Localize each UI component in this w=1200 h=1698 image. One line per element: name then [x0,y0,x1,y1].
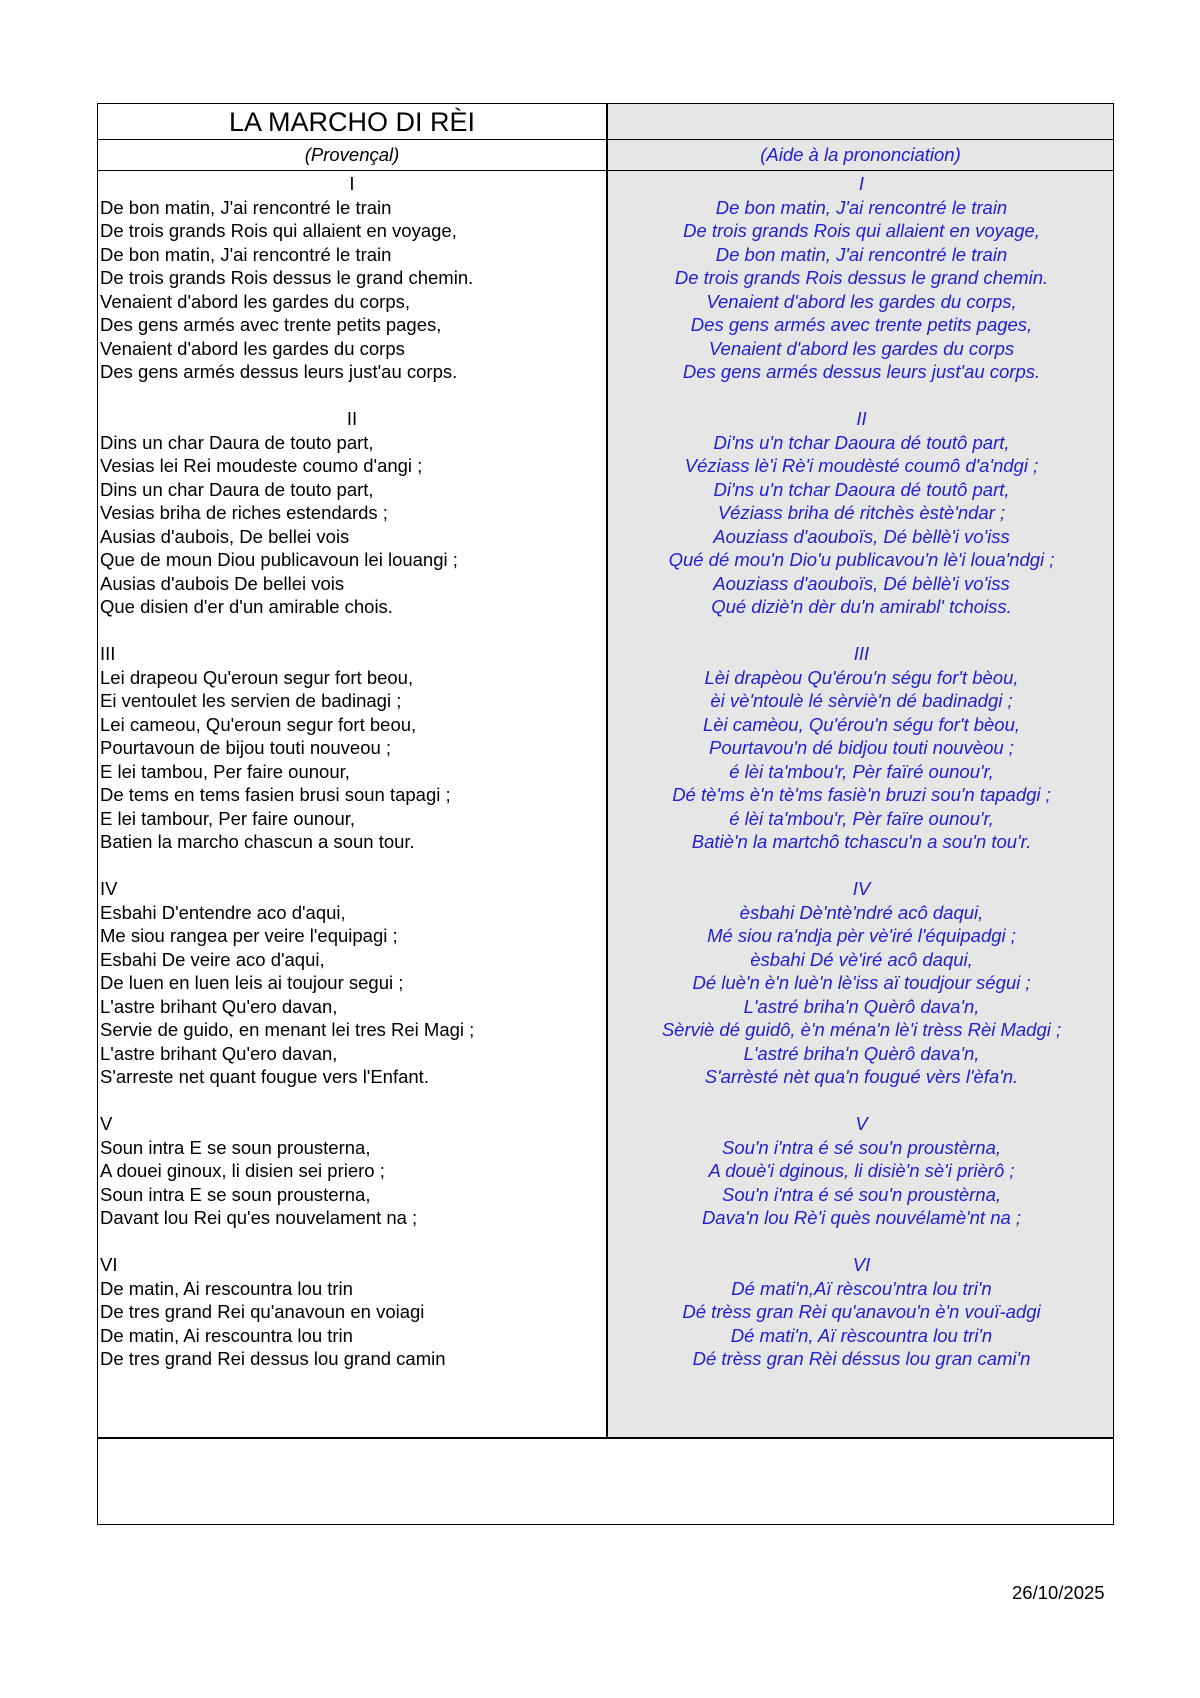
lyric-line: E lei tambou, Per faire ounour, [100,760,350,782]
lyric-line: Dé trèss gran Rèi déssus lou gran cami'n [692,1348,1031,1369]
stanza [100,1253,604,1371]
lyric-line: Mé siou ra'ndja pèr vè'iré l'équipadgi ; [707,925,1016,946]
lyric-line: Qué diziè'n dèr du'n amirabl' tchoiss. [711,596,1012,617]
lyric-line: S'arrèsté nèt qua'n fougué vèrs l'èfa'n. [704,1066,1019,1087]
stanza-number: IV [100,878,118,899]
lyric-line: De bon matin, J'ai rencontré le train [715,196,1008,218]
lyric-line: Des gens armés dessus leurs just'au corps. [682,361,1041,382]
lyric-line: Dé mati'n, Aï rèscountra lou tri'n [730,1324,993,1346]
lyric-line: L'astré briha'n Quèrô dava'n, [743,995,980,1017]
lyric-line: èsbahi Dè'ntè'ndré acô daqui, [739,901,984,923]
stanza-number: VI [100,1254,118,1275]
pronunciation-header: (Aide à la prononciation) [760,144,961,165]
lyric-line: Pourtavoun de bijou touti nouveou ; [100,737,392,758]
stanza [610,642,1113,854]
lyric-line: S'arreste net quant fougue vers l'Enfant. [100,1066,429,1087]
lyric-line: Dé trèss gran Rèi qu'anavou'n è'n vouï-adgi [682,1301,1041,1322]
stanza-number: V [855,1113,868,1134]
lyric-line: Des gens armés avec trente petits pages, [690,314,1033,335]
stanza [100,407,604,619]
lyric-line: Lei cameou, Qu'eroun segur fort beou, [100,713,417,735]
song-title: LA MARCHO DI RÈI [228,107,476,137]
lyric-line: Soun intra E se soun prousterna, [100,1136,371,1158]
lyric-line: L'astre brihant Qu'ero davan, [100,995,338,1017]
lyric-line: Venaient d'abord les gardes du corps, [100,290,411,312]
stanza [610,877,1113,1089]
lyric-line: E lei tambour, Per faire ounour, [100,807,356,829]
lyric-line: Vesias lei Rei moudeste coumo d'angi ; [100,455,423,476]
lyric-line: Lèi drapèou Qu'érou'n ségu for't bèou, [704,666,1019,688]
lyric-line: De tres grand Rei qu'anavoun en voiagi [100,1301,425,1322]
lyric-line: Ei ventoulet les servien de badinagi ; [100,690,402,711]
lyric-line: èsbahi Dé vè'iré acô daqui, [750,948,973,970]
lyric-line: De matin, Ai rescountra lou trin [100,1277,353,1299]
stanza [610,1253,1113,1371]
lyric-line: Lèi camèou, Qu'érou'n ségu for't bèou, [702,713,1021,735]
lyric-line: Vesias briha de riches estendards ; [100,502,388,523]
lyric-line: Dé luè'n è'n luè'n lè'iss aï toudjour ségui ; [692,972,1031,993]
lyric-line: Esbahi De veire aco d'aqui, [100,948,325,970]
lyric-line: Aouziass d'aouboïs, Dé bèllè'i vo'iss [713,525,1010,547]
lyric-line: èi vè'ntoulè lé sèrviè'n dé badinadgi ; [710,690,1013,711]
lyric-line: De luen en luen leis ai toujour segui ; [100,972,404,993]
lyric-line: Qué dé mou'n Dio'u publicavou'n lè'i loua'ndgi ; [668,549,1055,570]
lyric-line: De trois grands Rois dessus le grand chemin. [100,267,474,288]
lyric-line: Venaient d'abord les gardes du corps [100,337,405,359]
stanza-number: V [100,1113,113,1134]
lyric-line: Dé tè'ms è'n tè'ms fasiè'n bruzi sou'n tapadgi ; [672,784,1051,805]
lyric-line: De tres grand Rei dessus lou grand camin [100,1348,446,1369]
stanza [100,877,604,1089]
lyric-line: Des gens armés avec trente petits pages, [100,314,442,335]
stanza-number: III [100,643,116,664]
stanza [610,1112,1113,1230]
lyric-line: Pourtavou'n dé bidjou touti nouvèou ; [709,737,1014,758]
stanza [100,642,604,854]
stanza-number: I [858,173,865,194]
lyric-line: Des gens armés dessus leurs just'au corps. [100,361,458,382]
lyric-line: De bon matin, J'ai rencontré le train [100,243,392,265]
lyric-line: Dé mati'n,Aï rèscou'ntra lou tri'n [731,1277,992,1299]
lyric-line: De tems en tems fasien brusi soun tapagi ; [100,784,451,805]
lyric-line: L'astre brihant Qu'ero davan, [100,1042,338,1064]
lyric-line: Me siou rangea per veire l'equipagi ; [100,925,398,946]
column-divider [606,104,608,1438]
lyric-line: De bon matin, J'ai rencontré le train [715,243,1008,265]
lyric-line: é lèi ta'mbou'r, Pèr faïre ounou'r, [729,807,994,829]
lyric-line: Véziass lè'i Rè'i moudèsté coumô d'a'ndgi ; [684,455,1039,476]
lyric-line: Ausias d'aubois De bellei vois [100,572,345,594]
lyric-line: De matin, Ai rescountra lou trin [100,1324,353,1346]
stanza [100,1112,604,1230]
lyric-line: Que disien d'er d'un amirable chois. [100,596,393,617]
stanza-number: III [853,643,870,664]
lyric-line: Sou'n i'ntra é sé sou'n proustèrna, [721,1183,1002,1205]
lyric-line: Que de moun Diou publicavoun lei louangi ; [100,549,458,570]
lyric-line: Sou'n i'ntra é sé sou'n proustèrna, [721,1136,1002,1158]
lyric-line: é lèi ta'mbou'r, Pèr faïré ounou'r, [729,760,994,782]
lyric-line: A douei ginoux, li disien sei priero ; [100,1160,385,1181]
lyric-line: Soun intra E se soun prousterna, [100,1183,371,1205]
provencal-lyrics [100,172,604,1394]
lyric-line: Aouziass d'aouboïs, Dé bèllè'i vo'iss [713,572,1010,594]
song-table [97,103,1114,1525]
stanza-number: IV [852,878,871,899]
lyric-line: Dins un char Daura de touto part, [100,431,374,453]
lyric-line: Batien la marcho chascun a soun tour. [100,831,415,852]
stanza-number: II [346,408,358,429]
print-date: 26/10/2025 [1012,1582,1105,1603]
stanza [100,172,604,384]
lyric-line: De bon matin, J'ai rencontré le train [100,196,392,218]
pronunciation-lyrics [610,172,1113,1394]
lyric-line: Sèrviè dé guidô, è'n ména'n lè'i trèss Rèi Madgi ; [661,1019,1062,1040]
body-bottom-rule [98,1437,1113,1439]
lyric-line: Esbahi D'entendre aco d'aqui, [100,901,346,923]
stanza [610,172,1113,384]
stanza-number: I [349,173,355,194]
lyric-line: Venaient d'abord les gardes du corps, [706,290,1017,312]
lyric-line: Dava'n lou Rè'i quès nouvélamè'nt na ; [701,1207,1022,1228]
lyric-line: Batiè'n la martchô tchascu'n a sou'n tou'r. [691,831,1032,852]
lyric-line: Di'ns u'n tchar Daoura dé toutô part, [713,431,1010,453]
lyric-line: Venaient d'abord les gardes du corps [708,337,1015,359]
stanza [610,407,1113,619]
lyric-line: De trois grands Rois dessus le grand chemin. [674,267,1049,288]
lyric-line: Lei drapeou Qu'eroun segur fort beou, [100,666,414,688]
lyric-line: De trois grands Rois qui allaient en voyage, [683,220,1040,241]
stanza-number: VI [852,1254,871,1275]
lyric-line: Véziass briha dé ritchès èstè'ndar ; [717,502,1006,523]
lyric-line: Ausias d'aubois, De bellei vois [100,525,350,547]
lyric-line: Davant lou Rei qu'es nouvelament na ; [100,1207,418,1228]
lyric-line: Dins un char Daura de touto part, [100,478,374,500]
lyric-line: Servie de guido, en menant lei tres Rei Magi ; [100,1019,475,1040]
lyric-line: A douè'i dginous, li disiè'n sè'i prièrô ; [708,1160,1015,1181]
provencal-header: (Provençal) [304,144,400,165]
lyric-line: L'astré briha'n Quèrô dava'n, [743,1042,980,1064]
lyric-line: Di'ns u'n tchar Daoura dé toutô part, [713,478,1010,500]
stanza-number: II [856,408,867,429]
lyric-line: De trois grands Rois qui allaient en voyage, [100,220,457,241]
